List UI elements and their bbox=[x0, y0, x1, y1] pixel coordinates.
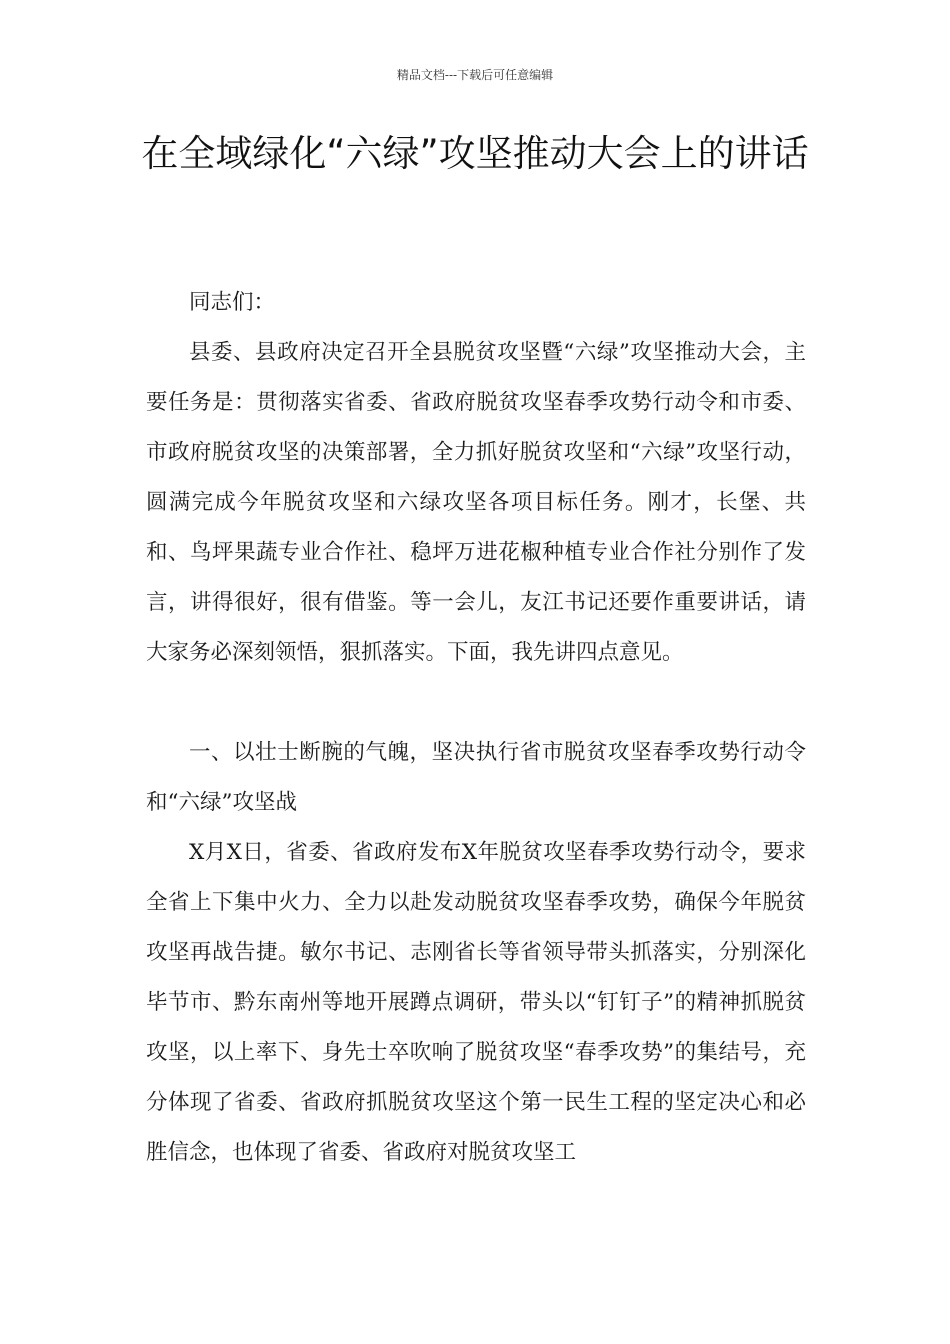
paragraph-intro: 县委、县政府决定召开全县脱贫攻坚暨“六绿”攻坚推动大会，主要任务是：贯彻落实省委、省政府脱贫攻坚春季攻势行动令和市委、市政府脱贫攻坚的决策部署，全力抓好脱贫攻坚和“六绿”攻坚行动，圆满完成今年脱贫攻坚和六绿攻坚各项目标任务。刚才，长堡、共和、鸟坪果蔬专业合作社、稳坪万进花椒种植专业合作社分别作了发言，讲得很好，很有借鉴。等一会儿，友江书记还要作重要讲话，请大家务必深刻领悟，狠抓落实。下面，我先讲四点意见。 bbox=[146, 340, 806, 665]
paragraph-section-1: X月X日，省委、省政府发布X年脱贫攻坚春季攻势行动令，要求全省上下集中火力、全力以赴发动脱贫攻坚春季攻势，确保今年脱贫攻坚再战告捷。敏尔书记、志刚省长等省领导带头抓落实，分别深化毕节市、黔东南州等地开展蹲点调研，带头以“钉钉子”的精神抓脱贫攻坚，以上率下、身先士卒吹响了脱贫攻坚“春季攻势”的集结号，充分体现了省委、省政府抓脱贫攻坚这个第一民生工程的坚定决心和必胜信念，也体现了省委、省政府对脱贫攻坚工 bbox=[146, 840, 806, 1165]
document-title: 在全域绿化“六绿”攻坚推动大会上的讲话 bbox=[141, 132, 809, 175]
document-body bbox=[146, 278, 806, 1178]
salutation: 同志们： bbox=[189, 290, 276, 315]
section-heading-1: 一、以壮士断腕的气魄，坚决执行省市脱贫攻坚春季攻势行动令和“六绿”攻坚战 bbox=[146, 740, 806, 815]
header-note: 精品文档---下载后可任意编辑 bbox=[396, 68, 554, 82]
